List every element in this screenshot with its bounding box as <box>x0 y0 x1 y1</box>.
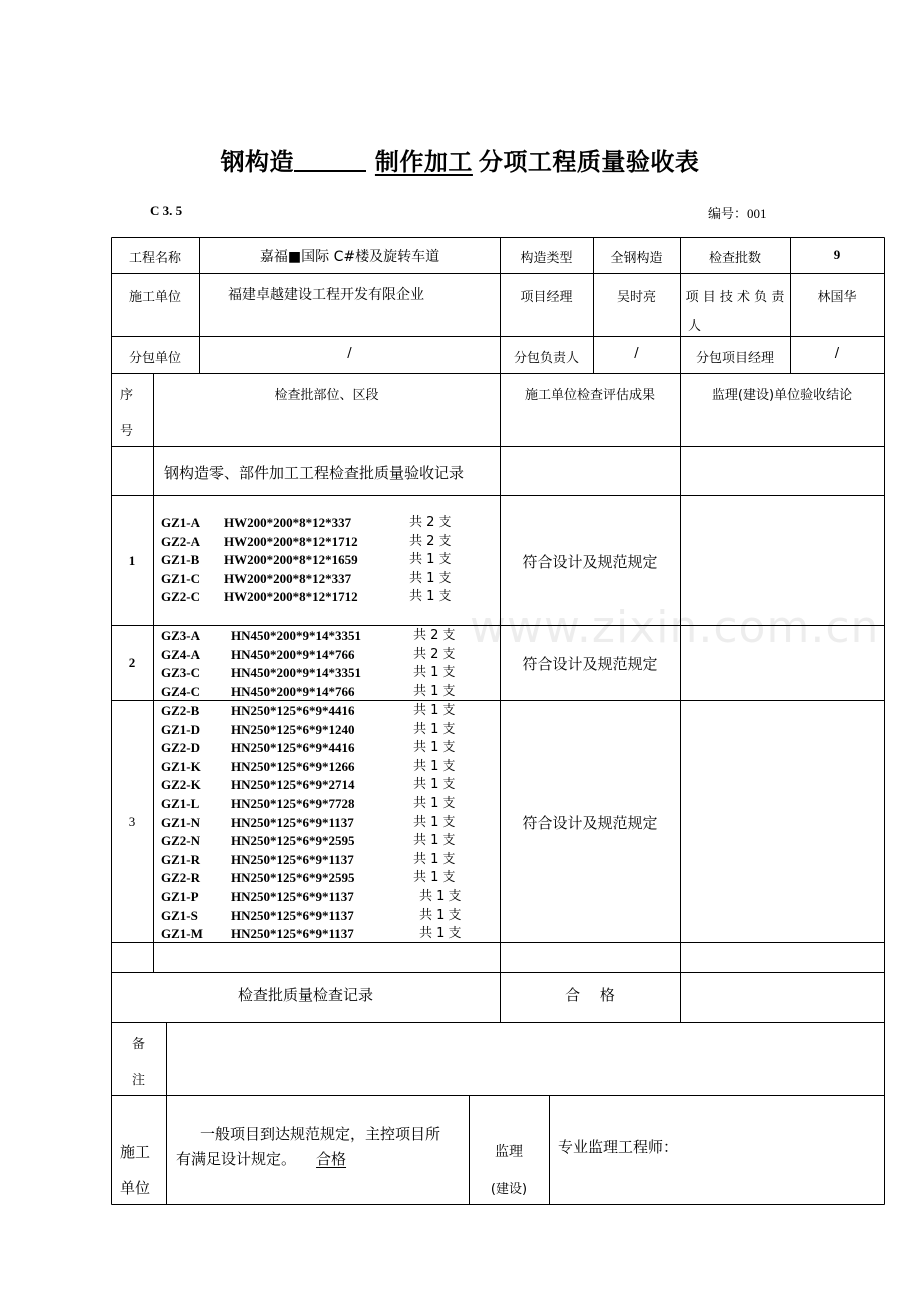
item-row <box>161 869 456 888</box>
group-1-items <box>161 514 452 607</box>
form-title <box>0 142 920 177</box>
contractor-sign-label-1: 施工 <box>120 1143 151 1161</box>
item-id: GZ1-B <box>161 552 200 568</box>
item-id: GZ2-C <box>161 589 200 605</box>
item-spec: HN250*125*6*9*7728 <box>231 795 355 811</box>
item-id: GZ3-C <box>161 665 200 681</box>
tech-lead-label-2: 人 <box>688 319 702 334</box>
item-spec: HW200*200*8*12*337 <box>224 515 352 530</box>
item-id: GZ3-A <box>161 628 200 643</box>
item-spec: HN250*125*6*9*1137 <box>231 888 354 904</box>
item-row <box>161 588 452 607</box>
item-id: GZ1-L <box>161 795 200 811</box>
item-spec: HW200*200*8*12*1712 <box>224 533 358 549</box>
title-part1: 钢构造 <box>220 148 295 176</box>
item-qty: 共 1 支 <box>413 777 456 793</box>
item-spec: HN250*125*6*9*1137 <box>231 907 354 923</box>
title-part2: 制作加工 <box>374 148 473 176</box>
item-id: GZ2-B <box>161 703 200 718</box>
item-spec: HN450*200*9*14*3351 <box>231 628 361 643</box>
conclusion-line1: 一般项目到达规范规定，主控项目所 <box>200 1125 441 1143</box>
contractor: 福建卓越建设工程开发有限企业 <box>228 287 424 303</box>
item-qty: 共 1 支 <box>413 740 456 756</box>
item-id: GZ4-C <box>161 683 200 699</box>
supervisor-label-1: 监理 <box>495 1144 523 1160</box>
project-name: 嘉福■国际 C#楼及旋转车道 <box>259 249 440 265</box>
project-name-label: 工程名称 <box>128 251 181 266</box>
item-spec: HN450*200*9*14*766 <box>231 683 355 699</box>
item-spec: HN250*125*6*9*2714 <box>231 777 355 793</box>
item-qty: 共 1 支 <box>413 758 456 774</box>
item-qty: 共 1 支 <box>419 907 462 923</box>
tech-lead-label-1: 项 目 技 术 负 责 <box>685 290 785 305</box>
item-row <box>161 570 452 589</box>
quality-result: 合 格 <box>565 986 615 1004</box>
item-id: GZ2-D <box>161 740 200 756</box>
item-qty: 共 1 支 <box>409 570 452 586</box>
item-spec: HN250*125*6*9*1137 <box>231 926 354 942</box>
item-spec: HN250*125*6*9*4416 <box>231 740 355 756</box>
item-id: GZ1-P <box>161 888 199 904</box>
batch-count: 9 <box>833 247 841 262</box>
tech-lead: 林国华 <box>817 290 857 305</box>
item-spec: HN250*125*6*9*1137 <box>231 851 354 867</box>
remarks-label-2: 注 <box>132 1073 146 1088</box>
supervisor-label-2: (建设) <box>490 1182 528 1197</box>
batch-count-label: 检查批数 <box>708 251 761 266</box>
engineer-label: 专业监理工程师： <box>558 1138 679 1156</box>
item-id: GZ2-K <box>161 777 201 793</box>
structure-type: 全钢构造 <box>610 251 663 266</box>
item-id: GZ2-A <box>161 533 200 549</box>
item-spec: HN450*200*9*14*766 <box>231 646 355 662</box>
item-id: GZ2-R <box>161 870 200 886</box>
item-qty: 共 1 支 <box>419 888 462 904</box>
pm-label: 项目经理 <box>520 290 573 305</box>
item-qty: 共 1 支 <box>413 665 456 681</box>
title-blank <box>294 144 366 172</box>
item-row <box>161 683 456 702</box>
item-qty: 共 1 支 <box>419 926 462 942</box>
item-spec: HN250*125*6*9*2595 <box>231 833 355 849</box>
quality-record-label: 检查批质量检查记录 <box>237 986 373 1004</box>
section-title: 钢构造零、部件加工工程检查批质量验收记录 <box>164 464 465 482</box>
item-qty: 共 2 支 <box>413 646 456 662</box>
item-qty: 共 1 支 <box>413 703 456 718</box>
item-qty: 共 1 支 <box>409 589 452 605</box>
item-qty: 共 1 支 <box>413 870 456 886</box>
contractor-label: 施工单位 <box>128 290 181 305</box>
item-qty: 共 1 支 <box>413 795 456 811</box>
watermark: www.zixin.com.cn <box>470 602 880 653</box>
item-row <box>161 907 462 926</box>
item-id: GZ4-A <box>161 646 200 662</box>
contractor-result-header: 施工单位检查评估成果 <box>524 388 655 403</box>
group-3-items <box>161 702 462 944</box>
item-id: GZ1-N <box>161 814 200 830</box>
item-id: GZ1-C <box>161 570 200 586</box>
item-spec: HN250*125*6*9*2595 <box>231 870 355 886</box>
item-qty: 共 2 支 <box>409 515 452 530</box>
item-row <box>161 795 456 814</box>
remarks-label-1: 备 <box>132 1037 146 1052</box>
item-spec: HN250*125*6*9*4416 <box>231 703 355 718</box>
item-qty: 共 1 支 <box>413 833 456 849</box>
item-row <box>161 702 456 721</box>
item-qty: 共 1 支 <box>409 552 452 568</box>
item-row <box>161 514 452 533</box>
item-id: GZ1-A <box>161 515 200 530</box>
item-row <box>161 533 452 552</box>
form-code: C 3. 5 <box>150 203 183 218</box>
item-spec: HN250*125*6*9*1266 <box>231 758 355 774</box>
serial-label: 编号： <box>708 207 748 222</box>
sub-label: 分包单位 <box>128 351 181 366</box>
sub-pm: / <box>834 346 840 361</box>
item-id: GZ1-K <box>161 758 201 774</box>
item-row <box>161 646 456 665</box>
item-id: GZ1-D <box>161 721 200 737</box>
item-qty: 共 1 支 <box>413 851 456 867</box>
item-row <box>161 832 456 851</box>
item-qty: 共 2 支 <box>413 628 456 643</box>
item-spec: HN250*125*6*9*1137 <box>231 814 354 830</box>
group-1-result: 符合设计及规范规定 <box>522 553 658 571</box>
item-row <box>161 627 456 646</box>
serial-number <box>708 203 767 222</box>
item-id: GZ1-R <box>161 851 200 867</box>
item-row <box>161 888 462 907</box>
item-qty: 共 2 支 <box>409 533 452 549</box>
sub-lead: / <box>634 346 639 361</box>
supervisor-result-header: 监理(建设)单位验收结论 <box>711 388 853 403</box>
pm: 吴时亮 <box>616 290 656 305</box>
conclusion-result: 合格 <box>316 1150 347 1168</box>
contractor-sign-label-2: 单位 <box>120 1179 151 1197</box>
group-3-result: 符合设计及规范规定 <box>522 814 658 832</box>
sub-lead-label: 分包负责人 <box>513 351 579 366</box>
item-row <box>161 851 456 870</box>
item-spec: HN250*125*6*9*1240 <box>231 721 355 737</box>
sub: / <box>347 346 352 361</box>
item-id: GZ1-S <box>161 907 198 923</box>
item-id: GZ1-M <box>161 926 203 942</box>
group-2-seq: 2 <box>128 655 136 670</box>
item-row <box>161 814 456 833</box>
conclusion-line2 <box>176 1148 346 1169</box>
item-row <box>161 551 452 570</box>
item-spec: HW200*200*8*12*337 <box>224 570 352 586</box>
item-spec: HW200*200*8*12*1712 <box>224 589 358 605</box>
item-qty: 共 1 支 <box>413 814 456 830</box>
title-part3: 分项工程质量验收表 <box>478 148 700 176</box>
item-row <box>161 721 456 740</box>
item-id: GZ2-N <box>161 833 200 849</box>
sub-pm-label: 分包项目经理 <box>695 351 774 366</box>
group-2-result: 符合设计及规范规定 <box>522 655 658 673</box>
seq-header-2: 号 <box>120 424 134 439</box>
item-spec: HW200*200*8*12*1659 <box>224 552 358 568</box>
item-spec: HN450*200*9*14*3351 <box>231 665 361 681</box>
structure-type-label: 构造类型 <box>520 251 573 266</box>
conclusion-prefix: 有满足设计规定。 <box>176 1150 297 1168</box>
group-1-seq: 1 <box>128 553 136 568</box>
item-row <box>161 739 456 758</box>
serial-value: 001 <box>747 206 767 221</box>
group-3-seq: 3 <box>128 814 136 829</box>
item-qty: 共 1 支 <box>413 683 456 699</box>
location-header: 检查批部位、区段 <box>274 388 379 403</box>
item-qty: 共 1 支 <box>413 721 456 737</box>
item-row <box>161 758 456 777</box>
group-2-items <box>161 627 456 701</box>
item-row <box>161 664 456 683</box>
item-row <box>161 925 462 944</box>
item-row <box>161 776 456 795</box>
seq-header-1: 序 <box>120 388 134 403</box>
